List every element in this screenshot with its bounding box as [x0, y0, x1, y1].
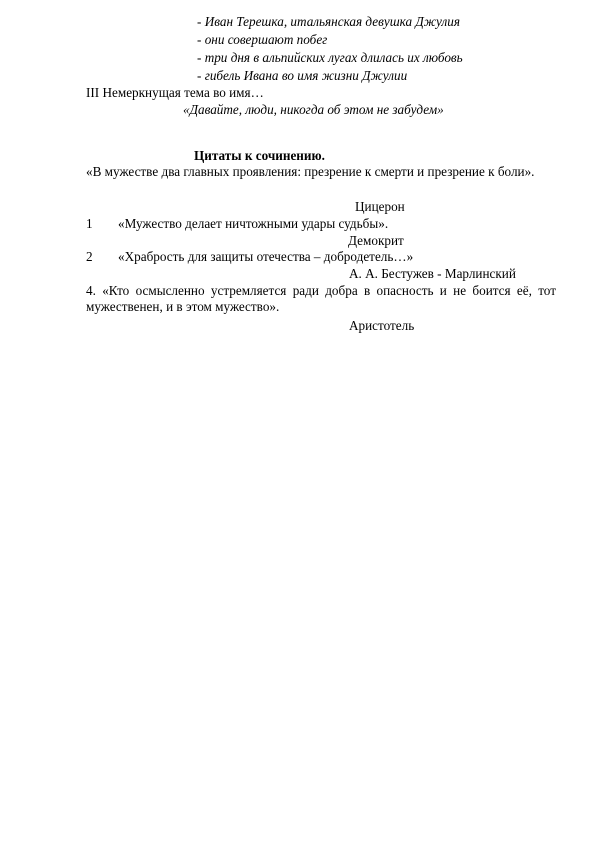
outline-bullet-4: - гибель Ивана во имя жизни Джулии	[197, 68, 408, 83]
outline-bullet-1: - Иван Терешка, итальянская девушка Джулия	[197, 14, 461, 29]
quotes-heading: Цитаты к сочинению.	[194, 148, 325, 163]
quote-cicero-author: Цицерон	[355, 199, 405, 214]
quote-4-text: 4. «Кто осмысленно устремляется ради добра в опасность и не боится её, тот мужественен, и в этом мужество».	[86, 283, 556, 314]
quote-1-number: 1	[86, 216, 93, 231]
quote-2-number: 2	[86, 249, 93, 264]
quote-1-text: «Мужество делает ничтожными удары судьбы».	[118, 216, 389, 231]
outline-bullet-3: - три дня в альпийских лугах длилась их любовь	[197, 50, 463, 65]
section-three-heading: III Немеркнущая тема во имя…	[86, 85, 264, 100]
quote-cicero-text: «В мужестве два главных проявления: презрение к смерти и презрение к боли».	[86, 164, 535, 179]
slogan: «Давайте, люди, никогда об этом не забудем»	[183, 102, 444, 117]
outline-bullet-2: - они совершают побег	[197, 32, 328, 47]
quote-2-author: А. А. Бестужев - Марлинский	[349, 266, 516, 281]
quote-2-text: «Храбрость для защиты отечества – добродетель…»	[118, 249, 414, 264]
quote-4-author: Аристотель	[349, 318, 415, 333]
quote-1-author: Демокрит	[348, 233, 404, 248]
